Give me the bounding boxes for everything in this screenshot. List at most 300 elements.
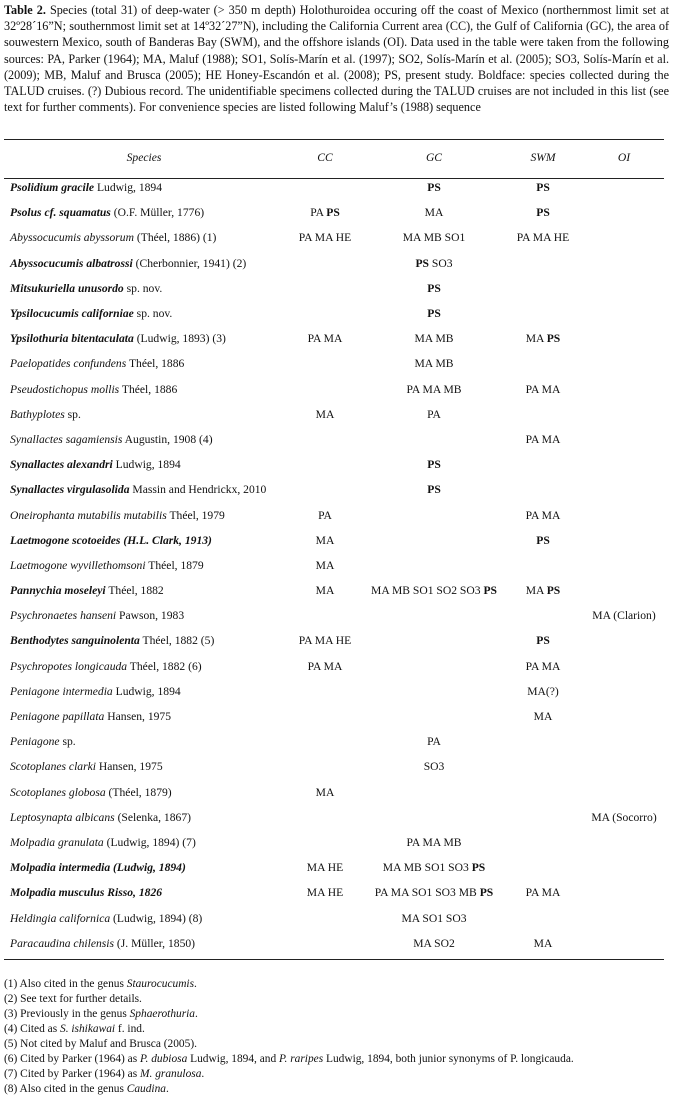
cell-swm bbox=[502, 200, 584, 225]
table-row bbox=[4, 452, 664, 477]
species-note: (2) bbox=[229, 256, 247, 270]
cell-swm bbox=[502, 855, 584, 880]
cell-oi bbox=[584, 452, 664, 477]
species-note: (7) bbox=[179, 835, 196, 849]
cell-gc: PS SO3 bbox=[415, 256, 453, 270]
footnote-pre: (3) Previously in the genus bbox=[4, 1008, 130, 1020]
cell-swm: PA MA HE bbox=[516, 231, 570, 245]
present-study-mark: PS bbox=[427, 307, 441, 321]
species-note: (6) bbox=[185, 659, 202, 673]
table-row bbox=[4, 528, 664, 553]
species-cell bbox=[4, 628, 284, 653]
species-name: Laetmogone wyvillethomsoni bbox=[10, 558, 146, 572]
footnote-mid: Ludwig, 1894, and bbox=[187, 1053, 280, 1065]
cell-gc: PA bbox=[427, 407, 441, 421]
cell-cc bbox=[284, 301, 366, 326]
footnote-pre: (7) Cited by Parker (1964) as bbox=[4, 1068, 141, 1080]
table-row bbox=[4, 502, 664, 527]
cell-gc bbox=[366, 477, 502, 502]
species-cell bbox=[4, 452, 284, 477]
table-row bbox=[4, 578, 664, 603]
cell-cc: PA PS bbox=[310, 206, 340, 220]
cell-gc bbox=[366, 654, 502, 679]
cell-cc: PA MA bbox=[307, 332, 343, 346]
cell-cc bbox=[284, 477, 366, 502]
cell-cc bbox=[284, 905, 366, 930]
species-author: Théel, 1886 bbox=[126, 357, 185, 371]
table-row bbox=[4, 402, 664, 427]
table-row bbox=[4, 654, 664, 679]
cell-swm bbox=[502, 553, 584, 578]
cell-swm: MA(?) bbox=[527, 684, 559, 698]
cell-cc bbox=[284, 830, 366, 855]
footnote-it1: S. ishikawai bbox=[60, 1023, 116, 1035]
footnote-mid: . bbox=[166, 1083, 169, 1095]
species-author: Théel, 1882 bbox=[127, 659, 186, 673]
present-study-mark: PS bbox=[536, 181, 550, 195]
table-row bbox=[4, 754, 664, 779]
species-author: Hansen, 1975 bbox=[95, 760, 163, 774]
species-cell bbox=[4, 679, 284, 704]
cell-gc: MA bbox=[424, 206, 444, 220]
cell-oi bbox=[584, 704, 664, 729]
cell-oi bbox=[584, 880, 664, 905]
species-author: sp. nov. bbox=[133, 307, 173, 321]
species-cell bbox=[4, 200, 284, 225]
footnote bbox=[4, 1052, 574, 1067]
cell-swm bbox=[502, 452, 584, 477]
cell-swm: PA MA bbox=[525, 508, 561, 522]
cell-swm: PA MA bbox=[525, 659, 561, 673]
species-cell bbox=[4, 276, 284, 301]
cell-oi: MA (Socorro) bbox=[591, 810, 657, 824]
footnote-post: Ludwig, 1894, both junior synonyms of P. longicauda. bbox=[323, 1053, 574, 1065]
cell-gc: SO3 bbox=[423, 760, 445, 774]
species-author: Massin and Hendrickx, 2010 bbox=[129, 483, 267, 497]
footnote bbox=[4, 977, 574, 992]
species-author: (Ludwig, 1893) bbox=[133, 332, 210, 346]
cell-cc bbox=[284, 931, 366, 956]
species-cell bbox=[4, 780, 284, 805]
species-name: Heldingia californica bbox=[10, 911, 111, 925]
cell-swm: PA MA bbox=[525, 886, 561, 900]
species-note: (4) bbox=[196, 432, 213, 446]
footnote-pre: (5) Not cited by Maluf and Brusca (2005). bbox=[4, 1038, 197, 1050]
cell-oi bbox=[584, 654, 664, 679]
species-name: Abyssocucumis albatrossi bbox=[10, 256, 133, 270]
table-row bbox=[4, 477, 664, 502]
species-cell bbox=[4, 351, 284, 376]
cell-cc: PA MA bbox=[307, 659, 343, 673]
species-author: (Ludwig, 1894) bbox=[103, 835, 180, 849]
species-cell bbox=[4, 654, 284, 679]
present-study-mark: PS bbox=[427, 181, 441, 195]
cell-gc bbox=[366, 628, 502, 653]
table-row bbox=[4, 276, 664, 301]
present-study-mark: PS bbox=[536, 206, 550, 220]
cell-oi bbox=[584, 427, 664, 452]
present-study-mark: PS bbox=[427, 483, 441, 497]
cell-swm bbox=[502, 905, 584, 930]
cell-cc: MA bbox=[315, 533, 335, 547]
species-cell bbox=[4, 377, 284, 402]
cell-swm bbox=[502, 301, 584, 326]
species-name: Bathyplotes bbox=[10, 407, 65, 421]
cell-cc bbox=[284, 729, 366, 754]
species-cell bbox=[4, 578, 284, 603]
species-name: Peniagone bbox=[10, 735, 60, 749]
species-name: Ypsilocucumis californiae bbox=[10, 307, 134, 321]
present-study-mark: PS bbox=[536, 634, 550, 648]
species-cell bbox=[4, 553, 284, 578]
species-cell bbox=[4, 528, 284, 553]
cell-cc: MA HE bbox=[306, 886, 344, 900]
cell-cc bbox=[284, 754, 366, 779]
cell-gc bbox=[366, 553, 502, 578]
species-cell bbox=[4, 301, 284, 326]
table-body bbox=[4, 175, 664, 956]
cell-swm bbox=[502, 276, 584, 301]
species-author: Pawson, 1983 bbox=[116, 609, 185, 623]
species-cell bbox=[4, 931, 284, 956]
cell-gc: MA MB bbox=[414, 332, 454, 346]
species-author: (O.F. Müller, 1776) bbox=[110, 206, 205, 220]
cell-gc bbox=[366, 704, 502, 729]
footnote-it1: Sphaerothuria bbox=[129, 1008, 195, 1020]
species-cell bbox=[4, 855, 284, 880]
species-cell bbox=[4, 704, 284, 729]
cell-oi bbox=[584, 402, 664, 427]
footnote-it1: P. dubiosa bbox=[140, 1053, 188, 1065]
cell-swm bbox=[502, 805, 584, 830]
cell-cc bbox=[284, 452, 366, 477]
cell-oi bbox=[584, 729, 664, 754]
cell-gc bbox=[366, 452, 502, 477]
species-cell bbox=[4, 251, 284, 276]
cell-swm bbox=[502, 528, 584, 553]
header-gc: GC bbox=[425, 151, 443, 164]
header-rule bbox=[4, 178, 664, 179]
species-cell bbox=[4, 502, 284, 527]
cell-cc bbox=[284, 805, 366, 830]
species-cell bbox=[4, 477, 284, 502]
table-row bbox=[4, 351, 664, 376]
species-note: (5) bbox=[197, 634, 215, 648]
cell-gc: MA MB SO1 SO2 SO3 PS bbox=[371, 584, 497, 598]
table-row bbox=[4, 225, 664, 250]
cell-cc bbox=[284, 351, 366, 376]
present-study-mark: PS bbox=[415, 256, 429, 270]
footnote-it1: M. granulosa bbox=[140, 1068, 202, 1080]
footnote-pre: (8) Also cited in the genus bbox=[4, 1083, 127, 1095]
cell-oi bbox=[584, 679, 664, 704]
footnote-pre: (6) Cited by Parker (1964) as bbox=[4, 1053, 141, 1065]
species-author: Hansen, 1975 bbox=[104, 710, 172, 724]
present-study-mark: PS bbox=[471, 861, 486, 875]
footnote-it1: Staurocucumis bbox=[126, 978, 195, 990]
species-cell bbox=[4, 729, 284, 754]
cell-oi bbox=[584, 931, 664, 956]
species-name: Psolidium gracile bbox=[10, 181, 95, 195]
cell-swm bbox=[502, 754, 584, 779]
footnote bbox=[4, 1037, 574, 1052]
species-author: Ludwig, 1894 bbox=[112, 684, 181, 698]
species-name: Abyssocucumis abyssorum bbox=[10, 231, 134, 245]
cell-cc: PA MA HE bbox=[298, 231, 352, 245]
table-row bbox=[4, 931, 664, 956]
species-cell bbox=[4, 326, 284, 351]
species-cell bbox=[4, 880, 284, 905]
cell-gc bbox=[366, 502, 502, 527]
table-row bbox=[4, 301, 664, 326]
cell-swm bbox=[502, 729, 584, 754]
species-name: Oneirophanta mutabilis mutabilis bbox=[10, 508, 167, 522]
cell-oi bbox=[584, 477, 664, 502]
species-name: Molpadia granulata bbox=[10, 835, 104, 849]
species-name: Ypsilothuria bitentaculata bbox=[10, 332, 134, 346]
table-row bbox=[4, 704, 664, 729]
header-oi: OI bbox=[617, 151, 631, 164]
species-name: Psychropotes longicauda bbox=[10, 659, 128, 673]
species-cell bbox=[4, 905, 284, 930]
cell-oi bbox=[584, 553, 664, 578]
cell-cc bbox=[284, 679, 366, 704]
table-row bbox=[4, 679, 664, 704]
present-study-mark: PS bbox=[483, 584, 497, 598]
cell-gc: MA MB SO1 SO3 PS bbox=[382, 861, 486, 875]
cell-gc bbox=[366, 780, 502, 805]
footnote bbox=[4, 1007, 574, 1022]
species-name: Peniagone papillata bbox=[10, 710, 105, 724]
footnotes bbox=[4, 977, 574, 1097]
cell-gc: MA MB bbox=[414, 357, 454, 371]
cell-swm bbox=[502, 780, 584, 805]
cell-swm bbox=[502, 477, 584, 502]
cell-oi bbox=[584, 830, 664, 855]
species-name: Pseudostichopus mollis bbox=[10, 382, 120, 396]
present-study-mark: PS bbox=[427, 458, 441, 472]
species-cell bbox=[4, 603, 284, 628]
cell-swm bbox=[502, 402, 584, 427]
table-row bbox=[4, 780, 664, 805]
cell-oi: MA (Clarion) bbox=[592, 609, 656, 623]
cell-oi bbox=[584, 326, 664, 351]
species-name: Molpadia intermedia (Ludwig, 1894) bbox=[10, 861, 186, 875]
footnote-mid: . bbox=[194, 978, 197, 990]
cell-oi bbox=[584, 578, 664, 603]
header-cc: CC bbox=[317, 151, 333, 164]
species-name: Synallactes virgulasolida bbox=[10, 483, 130, 497]
species-name: Psychronaetes hanseni bbox=[10, 609, 117, 623]
footnote-mid: . bbox=[195, 1008, 198, 1020]
species-name: Leptosynapta albicans bbox=[10, 810, 115, 824]
cell-gc bbox=[366, 679, 502, 704]
table-row bbox=[4, 377, 664, 402]
species-name: Psolus cf. squamatus bbox=[10, 206, 111, 220]
species-name: Molpadia musculus Risso, 1826 bbox=[10, 886, 163, 900]
species-author: sp. bbox=[64, 407, 81, 421]
cell-oi bbox=[584, 200, 664, 225]
caption-text: Species (total 31) of deep-water (> 350 m depth) Holothuroidea occuring off the coast of Mexico (northernmost limit set at 32º28´16”N; southernmost limit set at 14º32´27”N), including the California Current area (CC), the Gulf of California (GC), the area of souwestern Mexico, south of Banderas Bay (SWM), and the offshore islands (OI). Data used in the table were taken from the following sources: PA, Parker (1964); MA, Maluf (1988); SO1, Solís-Marín et al. (1997); SO2, Solís-Marín et al. (2005); SO3, Solís-Marín et al. (2009); MB, Maluf and Brusca (2005); HE Honey-Escandón et al. (2008); PS, present study. Boldface: species collected during the TALUD cruises. (?) Dubious record. The unidentifiable specimens collected during the TALUD cruises are not included in this list (see text for further comments). For convenience species are listed following Maluf’s (1988) sequence bbox=[4, 3, 669, 115]
footnote-mid: . bbox=[201, 1068, 205, 1080]
cell-gc bbox=[366, 301, 502, 326]
cell-gc: PA MA MB bbox=[406, 382, 462, 396]
footnote bbox=[4, 1022, 574, 1037]
species-name: Benthodytes sanguinolenta bbox=[10, 634, 140, 648]
species-note: (3) bbox=[209, 332, 226, 346]
cell-cc: MA bbox=[315, 407, 335, 421]
present-study-mark: PS bbox=[546, 332, 561, 346]
species-cell bbox=[4, 754, 284, 779]
footnote-it2: P. raripes bbox=[279, 1053, 324, 1065]
present-study-mark: PS bbox=[326, 206, 340, 220]
cell-gc: MA SO2 bbox=[413, 936, 455, 950]
cell-oi bbox=[584, 301, 664, 326]
cell-oi bbox=[584, 780, 664, 805]
cell-swm: MA PS bbox=[525, 584, 561, 598]
table-header-row bbox=[4, 140, 664, 175]
cell-swm: MA PS bbox=[525, 332, 561, 346]
cell-swm: PA MA bbox=[525, 432, 561, 446]
cell-cc bbox=[284, 276, 366, 301]
species-author: (Selenka, 1867) bbox=[114, 810, 191, 824]
table-row bbox=[4, 326, 664, 351]
species-author: (Cherbonnier, 1941) bbox=[132, 256, 230, 270]
caption-label: Table 2. bbox=[4, 3, 46, 17]
species-author: (Théel, 1879) bbox=[105, 785, 172, 799]
cell-gc bbox=[366, 528, 502, 553]
cell-oi bbox=[584, 251, 664, 276]
table-row bbox=[4, 251, 664, 276]
species-cell bbox=[4, 427, 284, 452]
cell-gc bbox=[366, 805, 502, 830]
cell-oi bbox=[584, 502, 664, 527]
cell-cc bbox=[284, 603, 366, 628]
cell-oi bbox=[584, 377, 664, 402]
footnote-pre: (4) Cited as bbox=[4, 1023, 60, 1035]
cell-oi bbox=[584, 628, 664, 653]
table-row bbox=[4, 830, 664, 855]
cell-swm bbox=[502, 628, 584, 653]
cell-swm: MA bbox=[533, 936, 553, 950]
footnote bbox=[4, 992, 574, 1007]
table-row bbox=[4, 729, 664, 754]
species-name: Synallactes sagamiensis bbox=[10, 432, 123, 446]
cell-oi bbox=[584, 528, 664, 553]
footnote-pre: (1) Also cited in the genus bbox=[4, 978, 127, 990]
cell-oi bbox=[584, 225, 664, 250]
cell-gc: MA MB SO1 bbox=[402, 231, 466, 245]
footnote bbox=[4, 1067, 574, 1082]
cell-swm bbox=[502, 251, 584, 276]
cell-gc bbox=[366, 276, 502, 301]
cell-gc: PA bbox=[427, 735, 441, 749]
table-row bbox=[4, 628, 664, 653]
cell-oi bbox=[584, 351, 664, 376]
species-author: Théel, 1882 bbox=[139, 634, 198, 648]
species-name: Pannychia moseleyi bbox=[10, 584, 106, 598]
present-study-mark: PS bbox=[546, 584, 561, 598]
footnote-it1: Caudina bbox=[126, 1083, 166, 1095]
cell-gc bbox=[366, 603, 502, 628]
species-author: Théel, 1882 bbox=[105, 584, 164, 598]
species-name: Paracaudina chilensis bbox=[10, 936, 115, 950]
footnote-pre: (2) See text for further details. bbox=[4, 993, 142, 1005]
species-cell bbox=[4, 402, 284, 427]
table-row bbox=[4, 603, 664, 628]
cell-cc: MA bbox=[315, 785, 335, 799]
species-cell bbox=[4, 225, 284, 250]
footnote-mid: f. ind. bbox=[115, 1023, 145, 1035]
species-author: sp. bbox=[59, 735, 76, 749]
species-author: (Théel, 1886) bbox=[133, 231, 200, 245]
table-caption bbox=[4, 2, 669, 115]
species-author: Théel, 1979 bbox=[166, 508, 225, 522]
species-cell bbox=[4, 830, 284, 855]
species-author: sp. nov. bbox=[123, 281, 163, 295]
cell-cc bbox=[284, 377, 366, 402]
cell-cc: PA MA HE bbox=[298, 634, 352, 648]
species-author: (Ludwig, 1894) bbox=[110, 911, 186, 925]
cell-cc: MA HE bbox=[306, 861, 344, 875]
species-name: Synallactes alexandri bbox=[10, 458, 113, 472]
footnote bbox=[4, 1082, 574, 1097]
species-author: Ludwig, 1894 bbox=[94, 181, 163, 195]
table-row bbox=[4, 855, 664, 880]
cell-swm: PA MA bbox=[525, 382, 561, 396]
page bbox=[4, 0, 669, 1095]
cell-oi bbox=[584, 276, 664, 301]
species-name: Scotoplanes clarki bbox=[10, 760, 96, 774]
table-row bbox=[4, 200, 664, 225]
cell-swm bbox=[502, 603, 584, 628]
species-cell bbox=[4, 805, 284, 830]
table-row bbox=[4, 905, 664, 930]
table-row bbox=[4, 553, 664, 578]
species-author: (J. Müller, 1850) bbox=[114, 936, 196, 950]
species-name: Peniagone intermedia bbox=[10, 684, 113, 698]
species-author: Augustin, 1908 bbox=[122, 432, 197, 446]
species-table bbox=[4, 140, 664, 956]
present-study-mark: PS bbox=[427, 281, 441, 295]
species-name: Mitsukuriella unusordo bbox=[10, 281, 124, 295]
species-author: Théel, 1879 bbox=[145, 558, 204, 572]
cell-gc: PA MA SO1 SO3 MB PS bbox=[374, 886, 494, 900]
cell-gc: MA SO1 SO3 bbox=[401, 911, 467, 925]
present-study-mark: PS bbox=[479, 886, 494, 900]
table-row bbox=[4, 880, 664, 905]
species-author: Ludwig, 1894 bbox=[112, 458, 181, 472]
species-name: Scotoplanes globosa bbox=[10, 785, 106, 799]
cell-cc bbox=[284, 251, 366, 276]
cell-swm: MA bbox=[533, 710, 553, 724]
cell-gc bbox=[366, 427, 502, 452]
header-species: Species bbox=[126, 151, 162, 164]
cell-cc bbox=[284, 427, 366, 452]
species-note: (8) bbox=[185, 911, 203, 925]
species-author: Théel, 1886 bbox=[119, 382, 178, 396]
cell-swm bbox=[502, 351, 584, 376]
cell-cc bbox=[284, 704, 366, 729]
cell-gc: PA MA MB bbox=[406, 835, 462, 849]
cell-oi bbox=[584, 855, 664, 880]
cell-cc: MA bbox=[315, 584, 335, 598]
species-name: Laetmogone scotoeides (H.L. Clark, 1913) bbox=[10, 533, 212, 547]
present-study-mark: PS bbox=[536, 533, 550, 547]
bottom-rule bbox=[4, 959, 664, 960]
cell-cc: PA bbox=[318, 508, 332, 522]
species-name: Paelopatides confundens bbox=[10, 357, 127, 371]
